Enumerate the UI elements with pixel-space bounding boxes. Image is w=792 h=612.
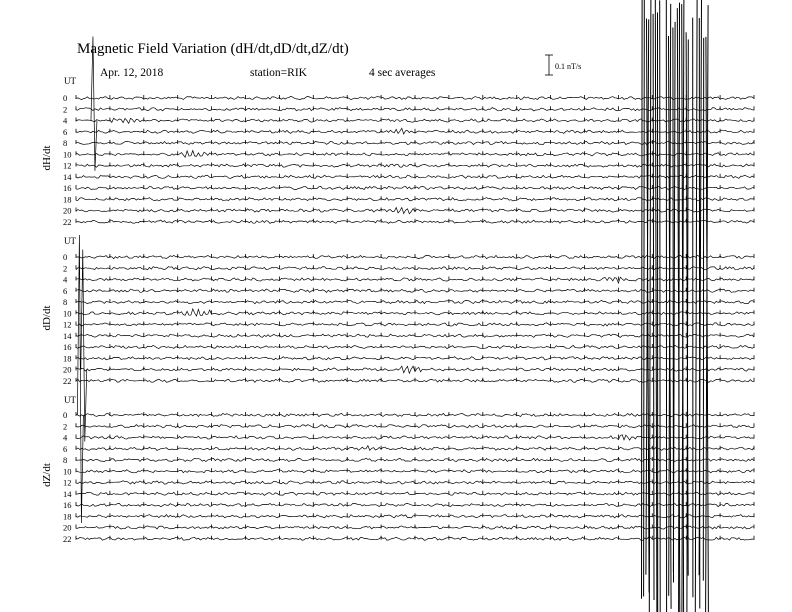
hour-label: 6	[63, 443, 68, 454]
hour-label: 14	[63, 488, 72, 499]
saturation-line	[660, 0, 661, 612]
hour-label: 18	[63, 511, 72, 522]
hour-label: 0	[63, 93, 68, 103]
hour-label: 22	[63, 533, 72, 544]
hour-label: 4	[63, 432, 68, 443]
saturation-line	[644, 0, 645, 596]
hour-label: 2	[63, 263, 68, 274]
hour-label: 16	[63, 342, 72, 352]
hour-label: 0	[63, 410, 68, 420]
hour-label: 14	[63, 171, 72, 182]
ut-label: UT	[64, 395, 76, 405]
station-label: station=RIK	[250, 67, 307, 79]
hour-label: 6	[63, 285, 68, 296]
hour-label: 8	[63, 297, 68, 307]
ut-label: UT	[64, 236, 76, 246]
hour-label: 12	[63, 319, 72, 330]
saturation-line	[642, 0, 643, 599]
hour-label: 4	[63, 115, 68, 126]
averaging-label: 4 sec averages	[369, 67, 436, 79]
ut-label: UT	[64, 76, 76, 86]
hour-label: 4	[63, 274, 68, 285]
hour-label: 10	[63, 308, 72, 319]
hour-label: 16	[63, 183, 72, 193]
hour-label: 14	[63, 330, 72, 341]
hour-label: 2	[63, 104, 68, 115]
hour-label: 20	[63, 522, 72, 533]
hour-label: 10	[63, 149, 72, 160]
hour-label: 18	[63, 353, 72, 364]
hour-label: 10	[63, 466, 72, 477]
hour-label: 16	[63, 500, 72, 510]
scale-bar-label: 0.1 nT/s	[555, 62, 582, 71]
hour-label: 20	[63, 205, 72, 216]
panel-axis-label: dD/dt	[41, 305, 53, 331]
hour-label: 6	[63, 126, 68, 137]
panel-axis-label: dH/dt	[41, 145, 53, 171]
panel-axis-label: dZ/dt	[41, 463, 53, 487]
hour-label: 20	[63, 364, 72, 375]
hour-label: 18	[63, 194, 72, 205]
hour-label: 12	[63, 160, 72, 171]
hour-label: 0	[63, 252, 68, 262]
hour-label: 12	[63, 477, 72, 488]
hour-label: 22	[63, 375, 72, 386]
hour-label: 2	[63, 421, 68, 432]
date-label: Apr. 12, 2018	[100, 67, 164, 79]
hour-label: 8	[63, 455, 68, 465]
chart-title: Magnetic Field Variation (dH/dt,dD/dt,dZ/dt)	[77, 41, 349, 57]
hour-label: 8	[63, 138, 68, 148]
hour-label: 22	[63, 216, 72, 227]
